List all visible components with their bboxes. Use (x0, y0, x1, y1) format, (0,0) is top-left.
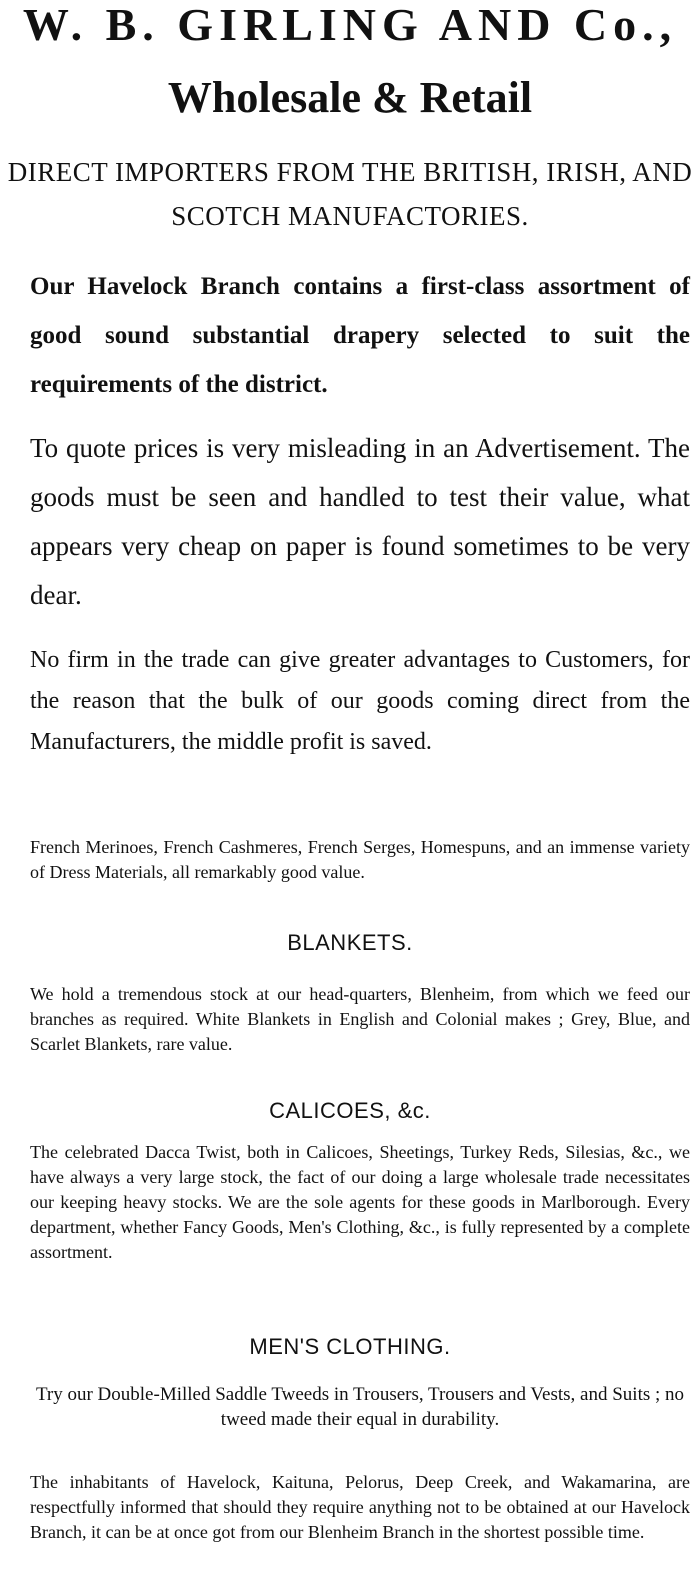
saddle-tweeds-paragraph: Try our Double-Milled Saddle Tweeds in Trousers, Trousers and Vests, and Suits ; no tweed made their equal in durability. (35, 1384, 685, 1430)
no-firm-paragraph: No firm in the trade can give greater advantages to Customers, for the reason that the bulk of our goods coming direct from the Manufacturers, the middle profit is saved. (30, 647, 690, 755)
quote-prices-paragraph: To quote prices is very misleading in an Advertisement. The goods must be seen and handled to test their value, what appears very cheap on paper is found sometimes to be very dear. (30, 433, 690, 610)
firm-name-heading: W. B. GIRLING AND Co., (22, 0, 678, 50)
wholesale-retail-title: Wholesale & Retail (167, 73, 533, 122)
mens-clothing-heading: MEN'S CLOTHING. (249, 1334, 451, 1359)
direct-importers-line: DIRECT IMPORTERS FROM THE BRITISH, IRISH, AND SCOTCH MANUFACTORIES. (7, 157, 693, 231)
calicoes-heading: CALICOES, &c. (269, 1098, 431, 1123)
calicoes-paragraph: The celebrated Dacca Twist, both in Calicoes, Sheetings, Turkey Reds, Silesias, &c., we have always a very large stock, the fact of our doing a large wholesale trade necessitates our keeping heavy stocks. We are the sole agents for these goods in Marlborough. Every department, whether Fancy Goods, Men's Clothing, &c., is fully represented by a complete assortment. (30, 1142, 690, 1262)
havelock-branch-paragraph: Our Havelock Branch contains a first-class assortment of good sound substantial drapery selected to suit the requirements of the district. (30, 273, 690, 398)
inhabitants-paragraph: The inhabitants of Havelock, Kaituna, Pelorus, Deep Creek, and Wakamarina, are respectfully informed that should they require anything not to be obtained at our Havelock Branch, it can be at once got from our Blenheim Branch in the shortest possible time. (30, 1472, 690, 1542)
blankets-paragraph: We hold a tremendous stock at our head-quarters, Blenheim, from which we feed our branches as required. White Blankets in English and Colonial makes ; Grey, Blue, and Scarlet Blankets, rare value. (30, 984, 690, 1054)
dress-materials-paragraph: French Merinoes, French Cashmeres, French Serges, Homespuns, and an immense variety of Dress Materials, all remarkably good value. (30, 837, 690, 882)
blankets-heading: BLANKETS. (287, 930, 413, 955)
